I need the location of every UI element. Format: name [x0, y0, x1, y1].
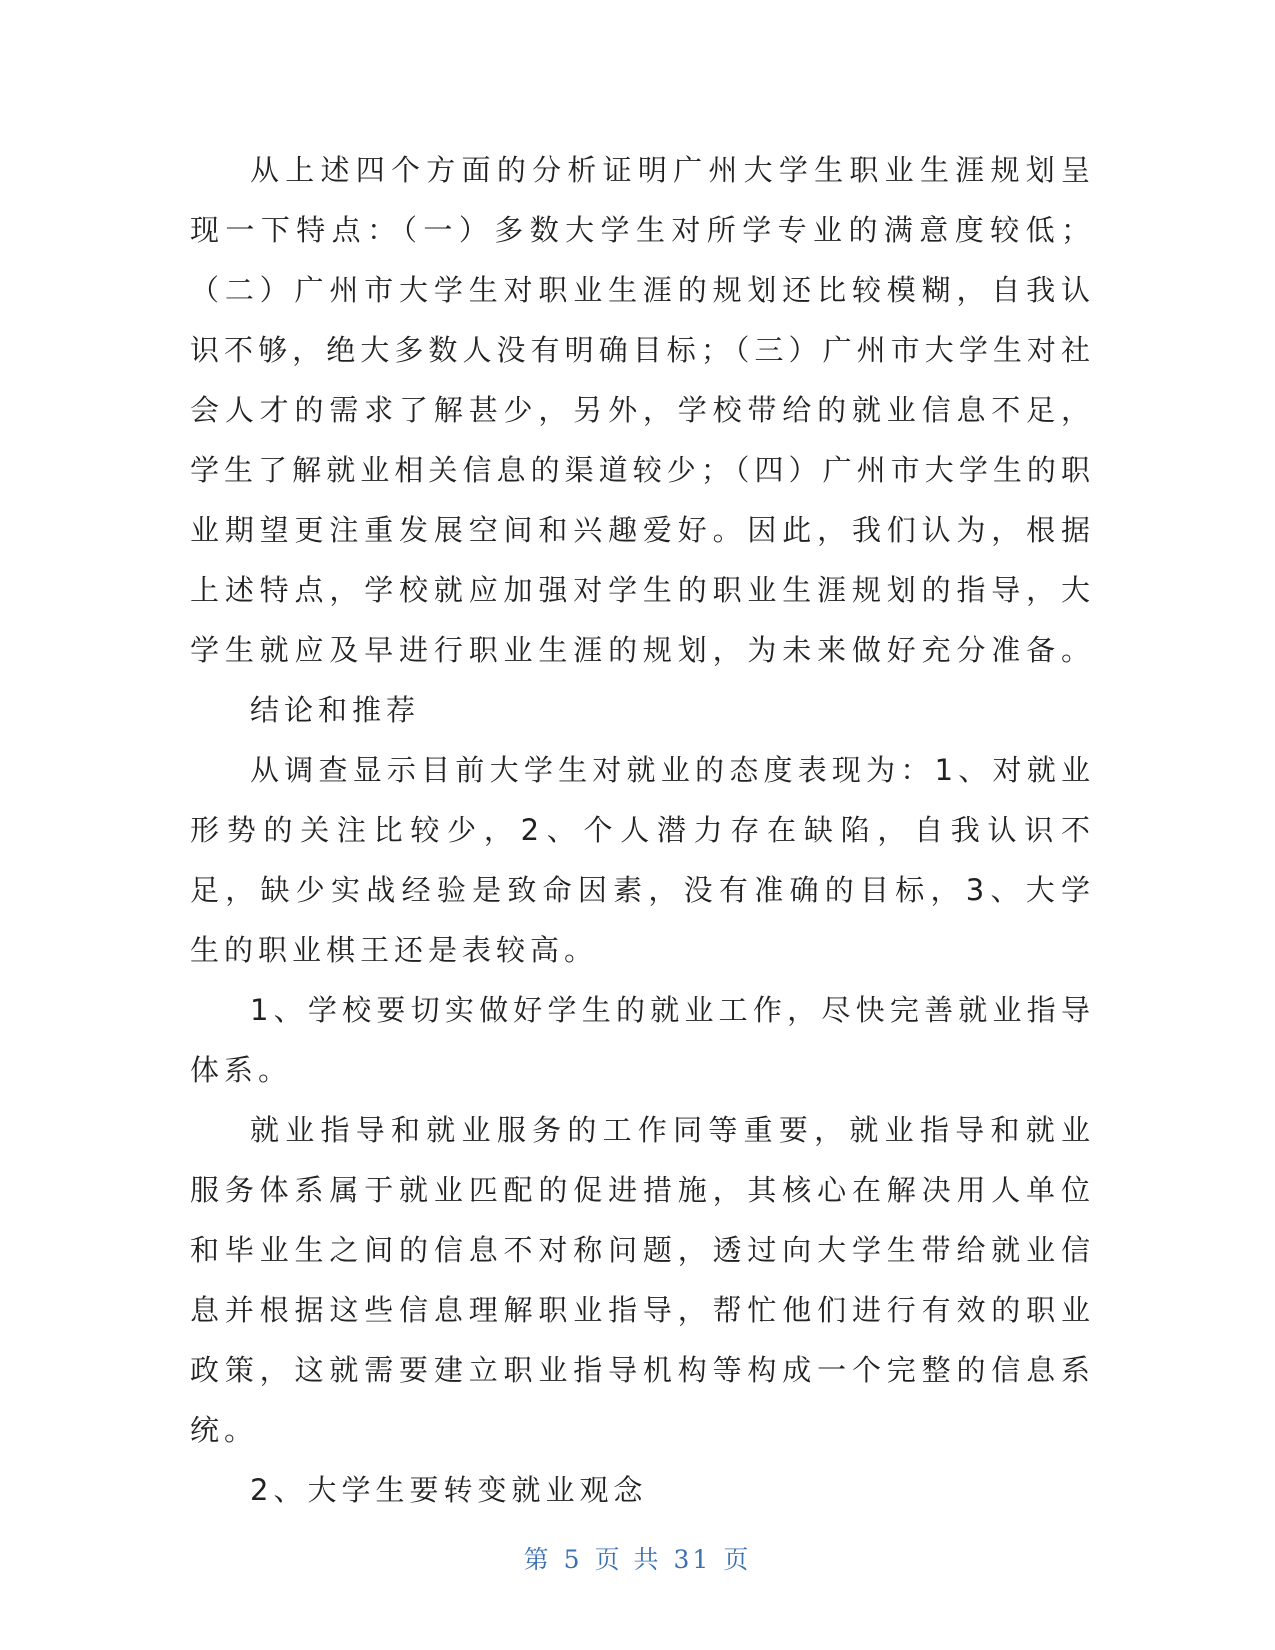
section-heading-conclusion: 结论和推荐 — [250, 693, 421, 727]
footer-total-pages: 31 — [673, 1545, 712, 1574]
paragraph-recommendation-2: 2、大学生要转变就业观念 — [250, 1473, 648, 1507]
paragraph-summary-text: 从上述四个方面的分析证明广州大学生职业生涯规划呈现一下特点：（一）多数大学生对所学专业的满意度较低；（二）广州市大学生对职业生涯的规划还比较模糊，自我认识不够，绝大多数人没有明确目标；（三）广州市大学生对社会人才的需求了解甚少，另外，学校带给的就业信息不足，学生了解就业相关信息的渠道较少；（四）广州市大学生的职业期望更注重发展空间和兴趣爱好。因此，我们认为，根据上述特点，学校就应加强对学生的职业生涯规划的指导，大学生就应及早进行职业生涯的规划，为未来做好充分准备。 — [190, 153, 1095, 667]
footer-label-of: 页 共 — [594, 1545, 662, 1574]
footer-label-end: 页 — [723, 1545, 752, 1574]
paragraph-guidance-services: 就业指导和就业服务的工作同等重要，就业指导和就业服务体系属于就业匹配的促进措施，其核心在解决用人单位和毕业生之间的信息不对称问题，透过向大学生带给就业信息并根据这些信息理解职业指导，帮忙他们进行有效的职业政策，这就需要建立职业指导机构等构成一个完整的信息系统。 — [190, 1113, 1095, 1447]
paragraph-summary — [190, 140, 1095, 740]
footer-label-page: 第 — [523, 1545, 552, 1574]
document-body — [190, 140, 1095, 1520]
page-footer — [0, 1540, 1275, 1576]
paragraph-recommendation-1: 1、学校要切实做好学生的就业工作，尽快完善就业指导体系。 — [190, 993, 1095, 1087]
footer-current-page: 5 — [563, 1545, 583, 1574]
paragraph-survey-findings: 从调查显示目前大学生对就业的态度表现为：1、对就业形势的关注比较少，2、个人潜力存在缺陷，自我认识不足，缺少实战经验是致命因素，没有准确的目标，3、大学生的职业棋王还是表较高。 — [190, 753, 1095, 967]
